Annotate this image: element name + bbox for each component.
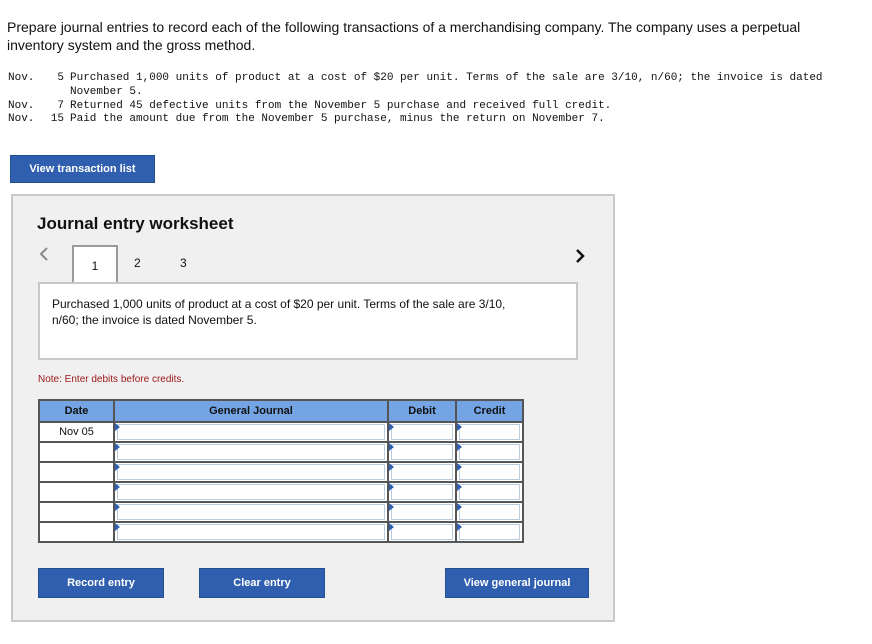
debit-cell[interactable] (388, 482, 456, 502)
tab-1[interactable]: 1 (72, 245, 118, 285)
table-row (39, 462, 523, 482)
table-row (39, 442, 523, 462)
clear-entry-button[interactable]: Clear entry (199, 568, 325, 598)
debit-cell[interactable] (388, 462, 456, 482)
table-row (39, 422, 523, 442)
account-cell[interactable] (114, 442, 388, 462)
dropdown-marker-icon (115, 483, 120, 491)
credit-cell[interactable] (456, 502, 523, 522)
view-general-journal-button[interactable]: View general journal (445, 568, 589, 598)
date-cell[interactable] (39, 462, 114, 482)
worksheet-title: Journal entry worksheet (37, 214, 234, 233)
debit-cell[interactable] (388, 522, 456, 542)
dropdown-marker-icon (389, 443, 394, 451)
credit-cell[interactable] (456, 422, 523, 442)
date-cell: Nov 05 (39, 422, 114, 442)
debits-note: Note: Enter debits before credits. (38, 374, 185, 385)
chevron-right-icon[interactable] (574, 248, 586, 269)
transaction-text: Paid the amount due from the November 5 purchase, minus the return on November 7. (70, 113, 605, 125)
view-transaction-list-button[interactable]: View transaction list (10, 155, 155, 183)
dropdown-marker-icon (457, 503, 462, 511)
account-cell[interactable] (114, 422, 388, 442)
credit-cell[interactable] (456, 462, 523, 482)
dropdown-marker-icon (115, 423, 120, 431)
account-cell[interactable] (114, 522, 388, 542)
journal-table (38, 399, 524, 543)
transaction-description: Purchased 1,000 units of product at a cost of $20 per unit. Terms of the sale are 3/10, n/60; the invoice is dated November 5. (52, 297, 506, 327)
debit-cell[interactable] (388, 502, 456, 522)
dropdown-marker-icon (115, 503, 120, 511)
credit-cell[interactable] (456, 522, 523, 542)
account-cell[interactable] (114, 482, 388, 502)
dropdown-marker-icon (115, 443, 120, 451)
table-row (39, 502, 523, 522)
date-cell[interactable] (39, 482, 114, 502)
transaction-text: Purchased 1,000 units of product at a cost of $20 per unit. Terms of the sale are 3/10, n/60; the invoice is dated November 5. (70, 72, 823, 98)
date-cell[interactable] (39, 502, 114, 522)
transaction-month: Nov. (8, 72, 35, 84)
dropdown-marker-icon (457, 443, 462, 451)
transaction-month: Nov. (8, 100, 35, 112)
dropdown-marker-icon (115, 523, 120, 531)
tab-3[interactable]: 3 (180, 256, 187, 270)
dropdown-marker-icon (457, 483, 462, 491)
dropdown-marker-icon (457, 523, 462, 531)
account-cell[interactable] (114, 462, 388, 482)
chevron-left-icon[interactable] (38, 246, 50, 267)
transaction-day: 7 (57, 100, 64, 112)
credit-cell[interactable] (456, 442, 523, 462)
table-row (39, 522, 523, 542)
record-entry-button[interactable]: Record entry (38, 568, 164, 598)
dropdown-marker-icon (389, 483, 394, 491)
dropdown-marker-icon (389, 423, 394, 431)
instructions-text: Prepare journal entries to record each of the following transactions of a merchandising company. The company uses a perpetual inventory system and the gross method. (7, 19, 801, 53)
journal-entry-worksheet (11, 194, 615, 622)
date-cell[interactable] (39, 442, 114, 462)
general-journal-header: General Journal (114, 400, 388, 422)
account-cell[interactable] (114, 502, 388, 522)
date-cell[interactable] (39, 522, 114, 542)
dropdown-marker-icon (389, 503, 394, 511)
date-header: Date (39, 400, 114, 422)
dropdown-marker-icon (457, 423, 462, 431)
dropdown-marker-icon (389, 523, 394, 531)
dropdown-marker-icon (457, 463, 462, 471)
dropdown-marker-icon (389, 463, 394, 471)
transaction-day: 5 (57, 72, 64, 84)
tab-2[interactable]: 2 (134, 256, 141, 270)
transaction-day: 15 (50, 113, 64, 125)
credit-cell[interactable] (456, 482, 523, 502)
credit-header: Credit (456, 400, 523, 422)
table-row (39, 482, 523, 502)
transaction-month: Nov. (8, 113, 35, 125)
dropdown-marker-icon (115, 463, 120, 471)
transaction-text: Returned 45 defective units from the November 5 purchase and received full credit. (70, 100, 612, 112)
debit-cell[interactable] (388, 442, 456, 462)
debit-cell[interactable] (388, 422, 456, 442)
transaction-description-box (38, 282, 578, 360)
debit-header: Debit (388, 400, 456, 422)
